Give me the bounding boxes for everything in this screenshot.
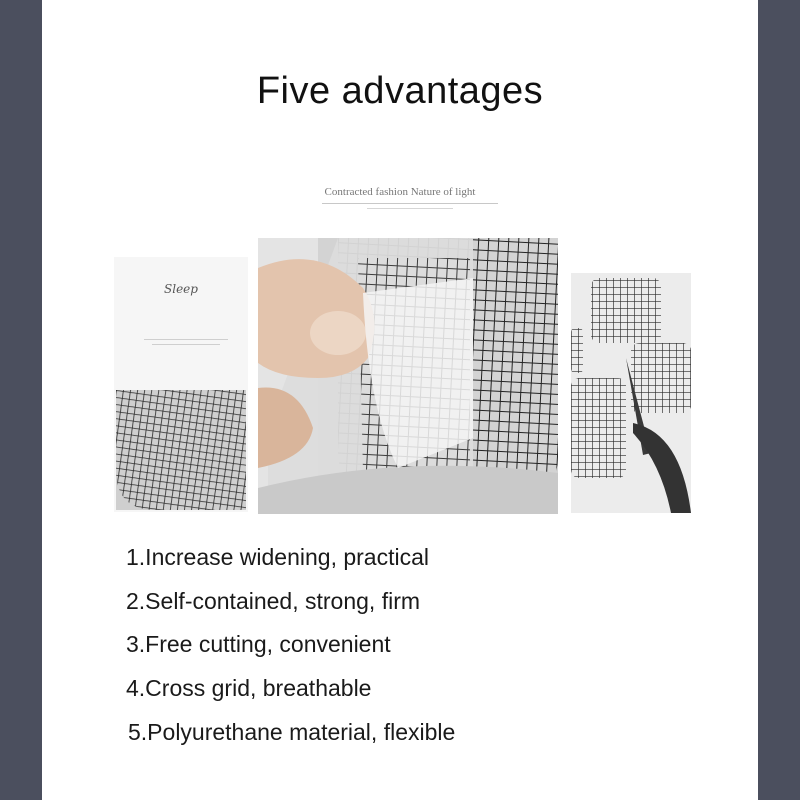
sleep-label: Sleep (164, 282, 198, 296)
photo-cutting-patch (571, 273, 691, 513)
list-item: 5.Polyurethane material, flexible (128, 719, 456, 745)
list-item: 3.Free cutting, convenient (126, 631, 391, 657)
page-title: Five advantages (256, 70, 544, 112)
list-item: 4.Cross grid, breathable (126, 675, 372, 701)
list-item: 1.Increase widening, practical (126, 544, 429, 570)
panel-divider (144, 339, 228, 340)
mesh-patch-image (116, 390, 246, 510)
photo-peeling-patch (258, 238, 558, 514)
page-subtitle: Contracted fashion Nature of light (324, 186, 476, 198)
panel-divider (152, 344, 220, 345)
photo-mesh-closeup (114, 257, 248, 512)
list-item: 2.Self-contained, strong, firm (126, 588, 421, 614)
product-page (42, 0, 758, 800)
subtitle-divider-short (367, 208, 453, 209)
subtitle-divider (322, 203, 498, 204)
